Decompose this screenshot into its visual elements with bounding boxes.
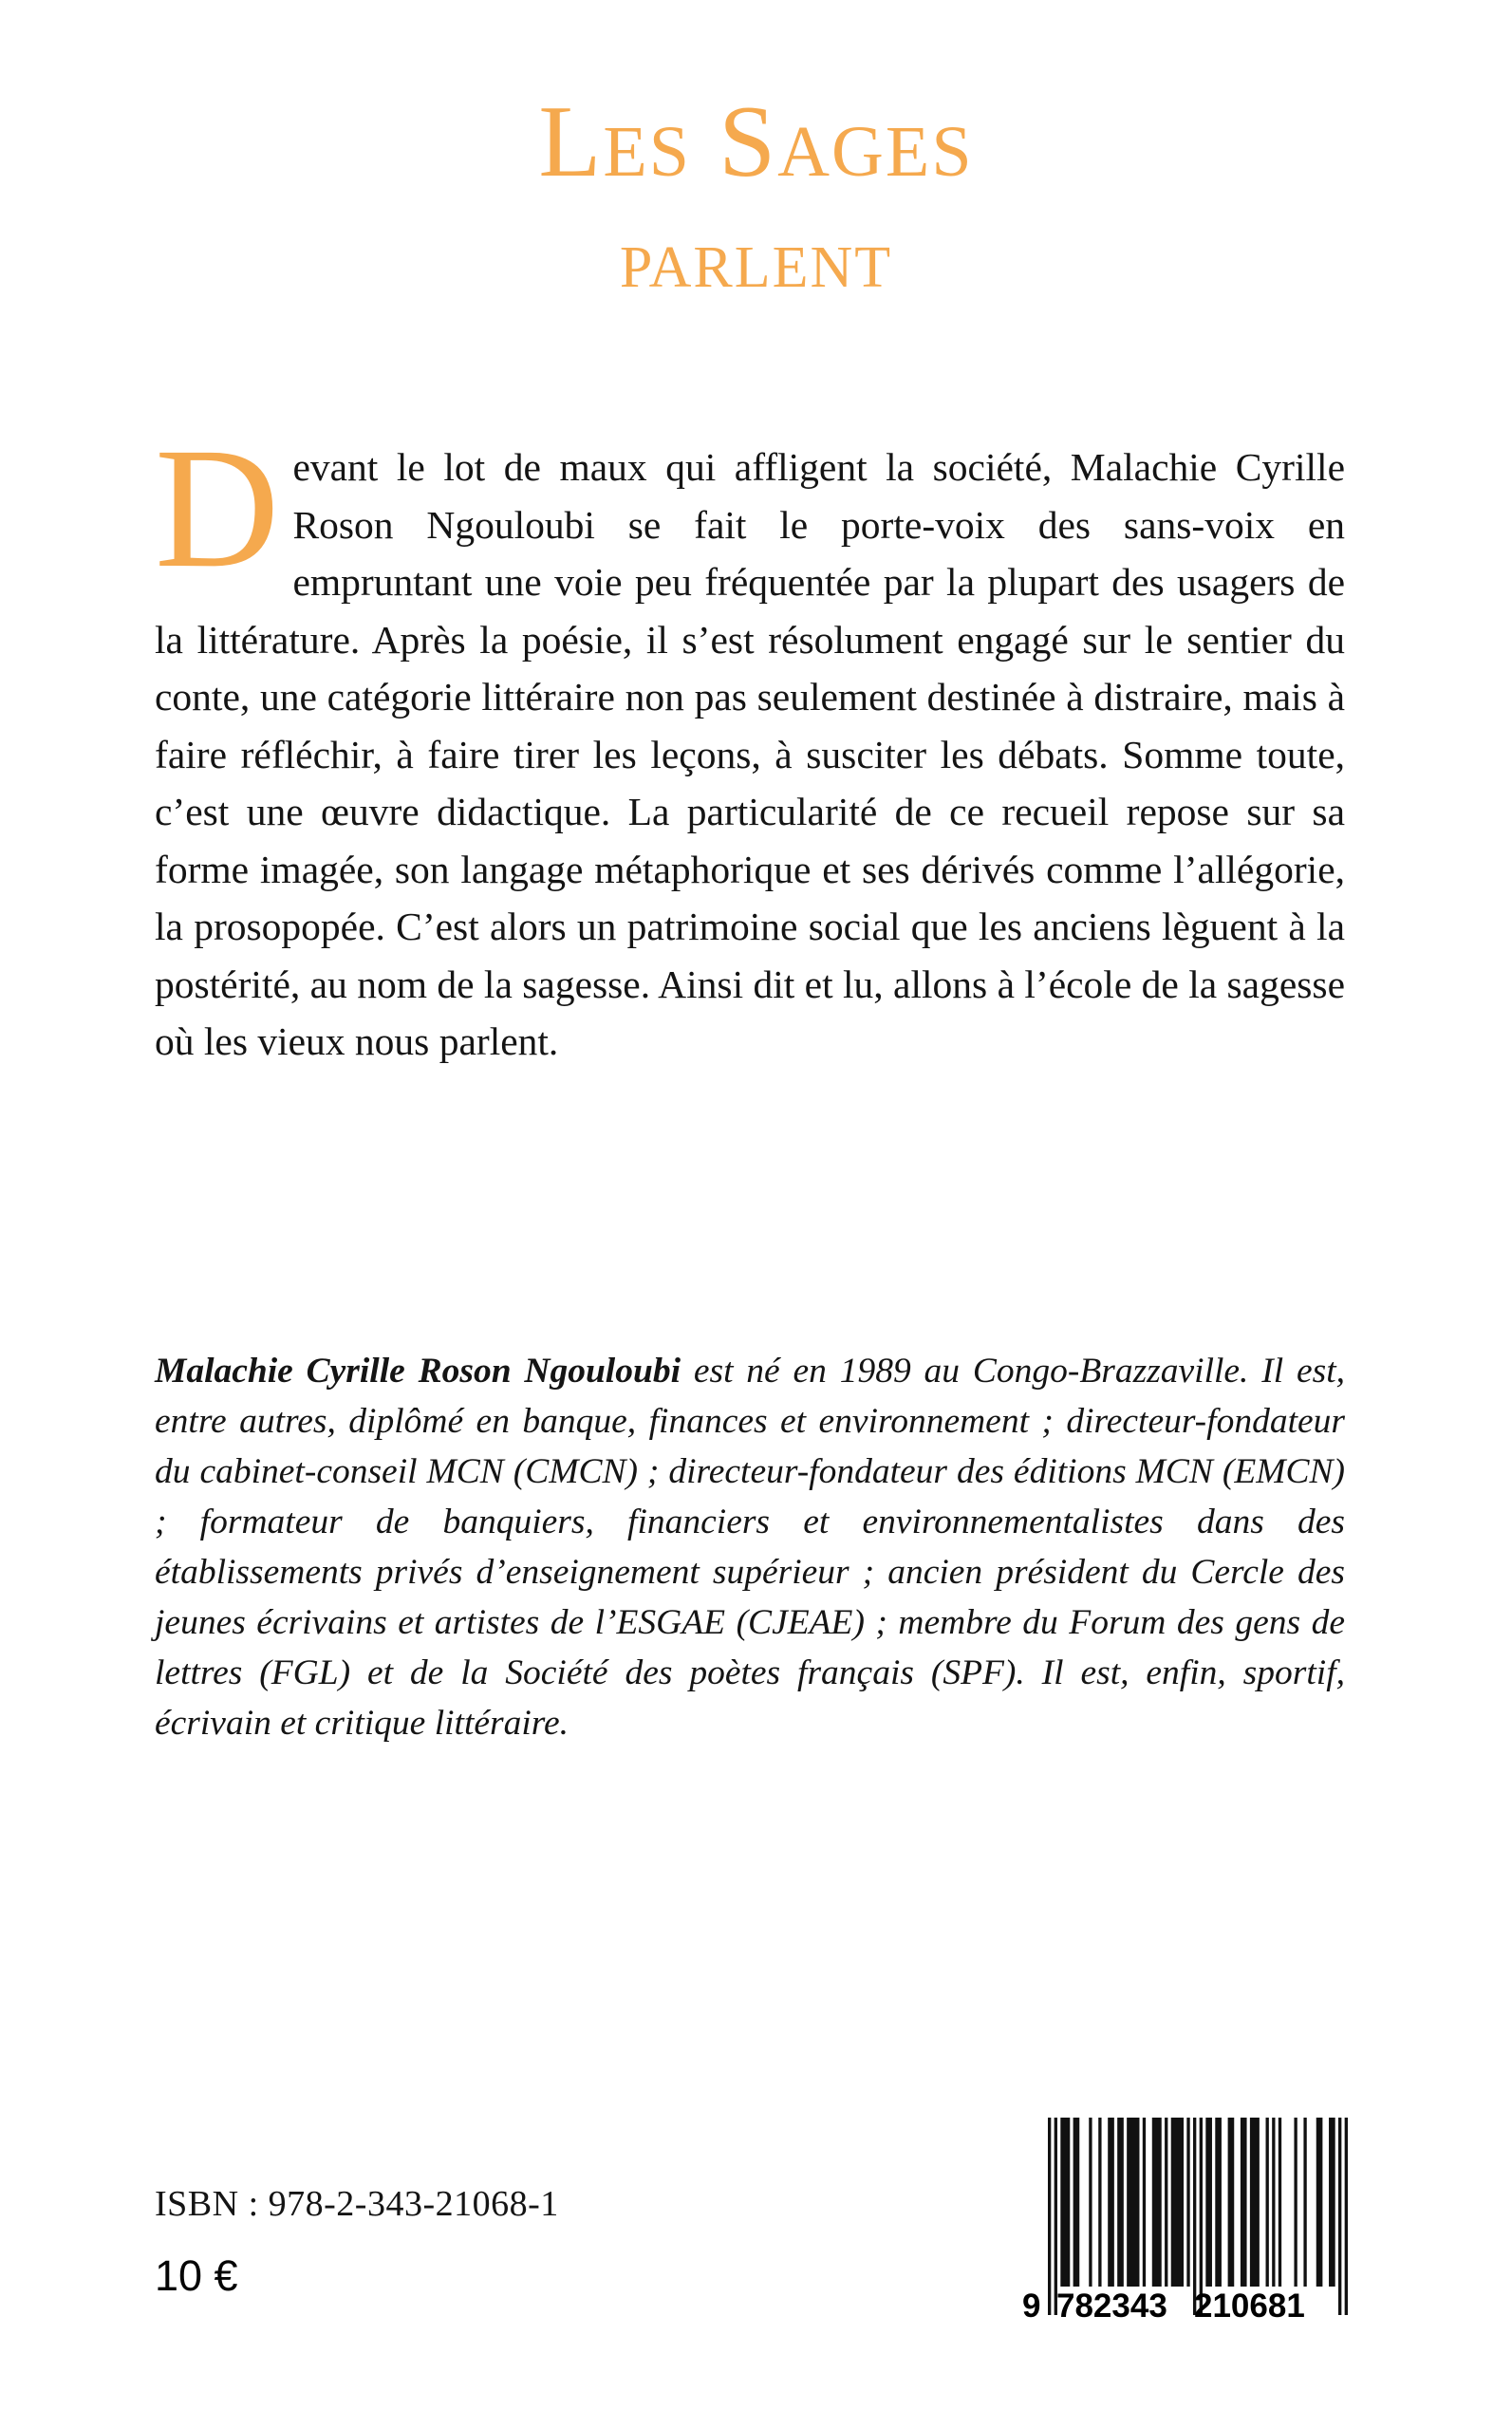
title-line-1: Les Sages <box>538 85 974 198</box>
author-bio-paragraph <box>155 1346 1345 1748</box>
author-bio-section <box>155 1346 1345 1748</box>
isbn-text: ISBN : 978-2-343-21068-1 <box>155 2184 559 2224</box>
barcode-digits <box>1022 2286 1354 2325</box>
drop-cap-letter: D <box>155 413 280 604</box>
barcode <box>1022 2101 1354 2331</box>
author-name: Malachie Cyrille Roson Ngouloubi <box>155 1352 681 1391</box>
barcode-left-group: 782343 <box>1056 2288 1167 2325</box>
author-bio-text: est né en 1989 au Congo-Brazzaville. Il est, entre autres, diplômé en banque, finances et environnement ; directeur-fondateur du cabinet-conseil MCN (CMCN) ; directeur-fondateur des éditions MCN (EMCN) ; formateur de banquiers, financiers et environnementalistes dans des établissements privés d’enseignement supérieur ; ancien président du Cercle des jeunes écrivains et artistes de l’ESGAE (CJEAE) ; membre du Forum des gens de lettres (FGL) et de la Société des poètes français (SPF). Il est, enfin, sportif, écrivain et critique littéraire. <box>155 1352 1345 1743</box>
book-title <box>0 85 1512 306</box>
barcode-right-group: 210681 <box>1194 2288 1305 2325</box>
title-line-2: parlent <box>619 214 893 306</box>
price-text: 10 € <box>155 2251 238 2300</box>
barcode-lead-digit: 9 <box>1022 2288 1041 2325</box>
blurb-section <box>155 413 1345 1071</box>
blurb-text: evant le lot de maux qui affligent la société, Malachie Cyrille Roson Ngouloubi se fait le porte-voix des sans-voix en empruntant une voie peu fréquentée par la plupart des usagers de la littérature. Après la poésie, il s’est résolument engagé sur le sentier du conte, une catégorie littéraire non pas seulement destinée à distraire, mais à faire réfléchir, à faire tirer les leçons, à susciter les débats. Somme toute, c’est une œuvre didactique. La particularité de ce recueil repose sur sa forme imagée, son langage métaphorique et ses dérivés comme l’allégorie, la prosopopée. C’est alors un patrimoine social que les anciens lèguent à la postérité, au nom de la sagesse. Ainsi dit et lu, allons à l’école de la sagesse où les vieux nous parlent. <box>155 445 1345 1063</box>
